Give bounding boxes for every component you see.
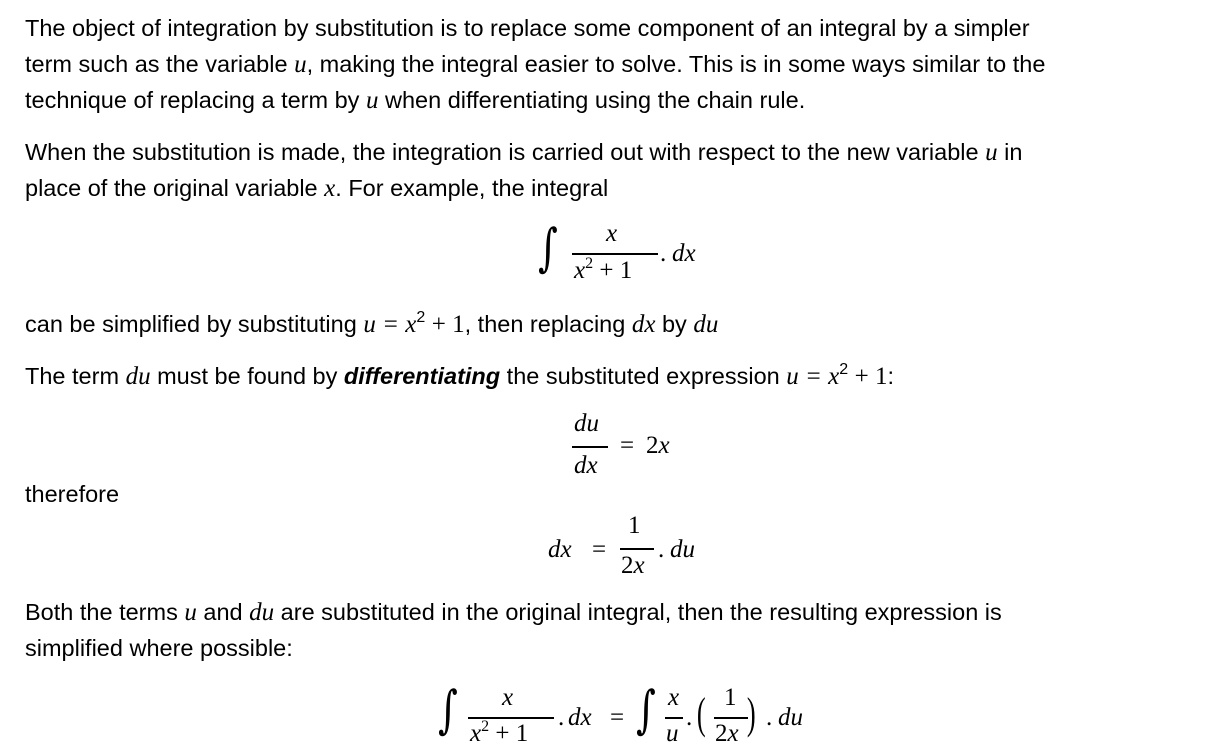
paragraph-2-line-2: place of the original variable x. For example, the integral [25, 175, 609, 202]
paragraph-2-line-1: When the substitution is made, the integration is carried out with respect to the new variable u in [25, 139, 1023, 166]
paragraph-1-line-1: The object of integration by substitution is to replace some component of an integral by a simpler [25, 15, 1030, 41]
paragraph-5-line-1: Both the terms u and du are substituted in the original integral, then the resulting expression is [25, 599, 1002, 626]
document-page: The object of integration by substitution is to replace some component of an integral by a simpler term such as the variable u, making the integral easier to solve. This is in some ways similar to the technique of replacing a term by u when differentiating using the chain rule. When the substitution is made, the integration is carried out with respect to the new variable u in place of the original variable x. For example, the integral ∫ x $x^2 + 1$ . dx can be simplified by substituting $u = x^2 + 1$, then replacing dx by du The term du must be found by differentiating the substituted expression $u = x^2 + 1$: du dx = 2x therefore dx = 1 2x . du Both the terms u and du are substituted in the original integral, then the resulting expression is simplified where possible: ∫ x $x^2 + 1$ . dx = ∫ x u . ( 1 2x ) . du [0, 0, 1216, 756]
therefore-text: therefore [25, 481, 120, 507]
paragraph-1-line-2: term such as the variable u, making the integral easier to solve. This is in some ways similar to the [25, 51, 1046, 78]
paragraph-5-line-2: simplified where possible: [25, 635, 293, 661]
paragraph-1-line-3: technique of replacing a term by u when differentiating using the chain rule. [25, 87, 806, 114]
paragraph-3: can be simplified by substituting $u = x^2 + 1$, then replacing dx by du [25, 309, 719, 338]
paragraph-4: The term du must be found by differentiating the substituted expression $u = x^2 + 1$: [25, 361, 895, 390]
